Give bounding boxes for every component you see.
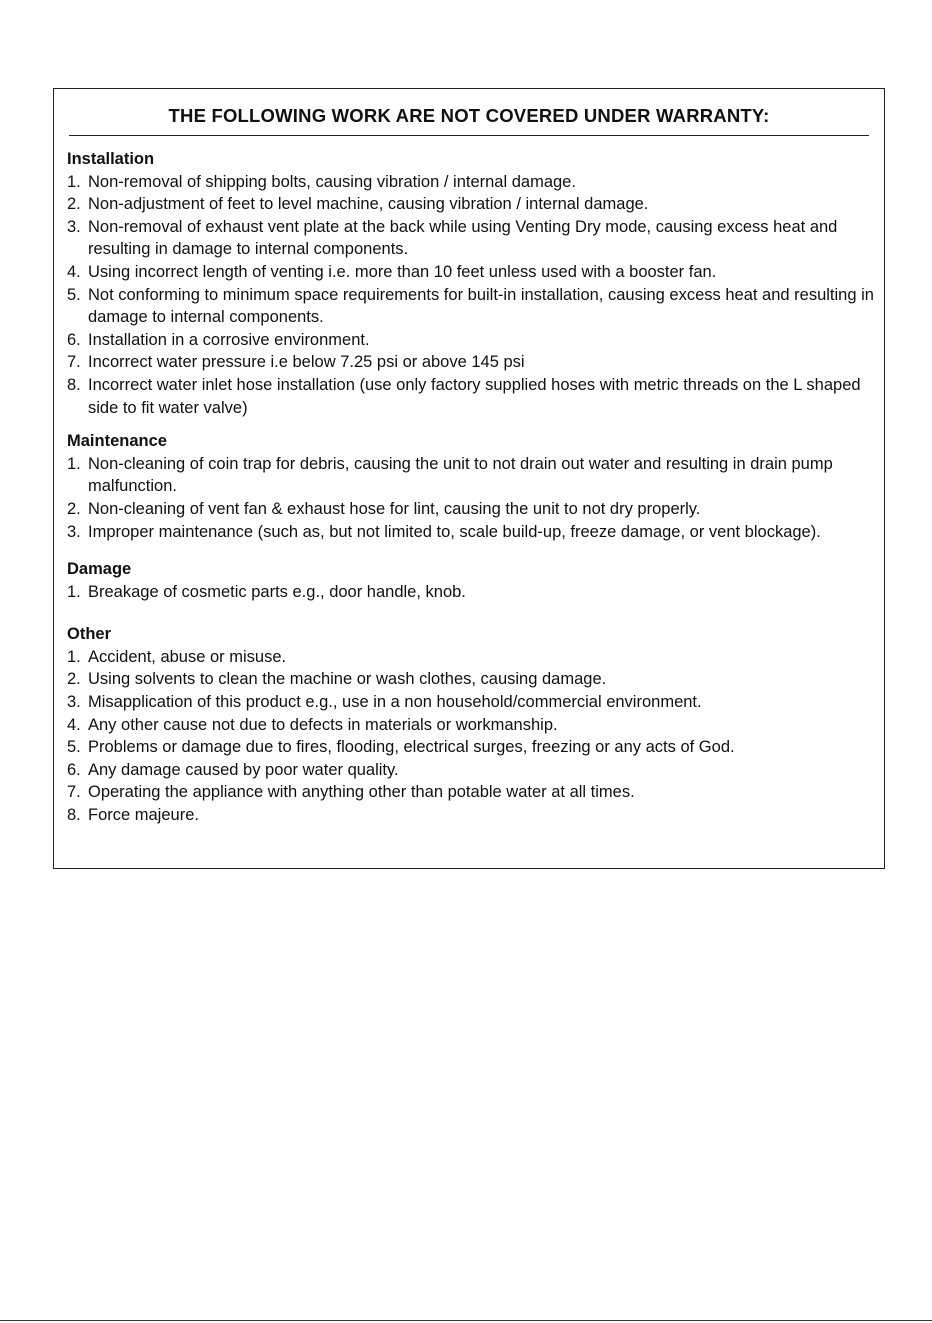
warranty-exclusions-box <box>53 88 885 869</box>
section-heading: Damage <box>67 560 132 579</box>
section-damage <box>67 558 874 603</box>
section-heading: Installation <box>67 150 155 168</box>
exclusions-content <box>67 148 874 827</box>
list-item <box>67 351 874 374</box>
list-item <box>67 736 874 759</box>
item-text: Accident, abuse or misuse. <box>88 647 287 666</box>
list-item <box>67 759 874 782</box>
item-number: 2. <box>67 499 81 518</box>
item-text: Not conforming to minimum space requirements for built-in installation, causing excess heat and resulting in damage to internal components. <box>88 285 874 327</box>
item-number: 1. <box>67 582 81 601</box>
item-text: Force majeure. <box>88 806 199 825</box>
item-number: 6. <box>67 760 81 779</box>
list-item <box>67 521 874 544</box>
list-item <box>67 284 874 329</box>
section-heading: Other <box>67 625 112 644</box>
item-number: 3. <box>67 693 81 712</box>
list-item <box>67 781 874 804</box>
item-number: 6. <box>67 330 81 349</box>
item-number: 1. <box>67 172 81 191</box>
item-text: Using solvents to clean the machine or wash clothes, causing damage. <box>88 670 607 689</box>
item-number: 8. <box>67 375 81 394</box>
list-item <box>67 691 874 714</box>
item-number: 4. <box>67 715 81 734</box>
item-number: 1. <box>67 454 81 473</box>
item-text: Non-removal of exhaust vent plate at the back while using Venting Dry mode, causing excess heat and resulting in damage to internal components. <box>88 217 838 259</box>
list-item <box>67 646 874 669</box>
item-number: 8. <box>67 806 81 825</box>
section-heading: Maintenance <box>67 432 167 451</box>
item-number: 3. <box>67 522 81 541</box>
section-maintenance <box>67 430 874 543</box>
item-text: Operating the appliance with anything other than potable water at all times. <box>88 783 635 802</box>
list-item <box>67 261 874 284</box>
list-item <box>67 498 874 521</box>
list-item <box>67 453 874 498</box>
list-item <box>67 668 874 691</box>
item-number: 7. <box>67 353 81 372</box>
page-bottom-rule <box>0 1320 932 1321</box>
item-text: Problems or damage due to fires, flooding, electrical surges, freezing or any acts of God. <box>88 738 735 757</box>
item-text: Non-cleaning of vent fan & exhaust hose for lint, causing the unit to not dry properly. <box>88 499 701 518</box>
item-number: 3. <box>67 217 81 236</box>
list-item <box>67 216 874 261</box>
page-title: THE FOLLOWING WORK ARE NOT COVERED UNDER WARRANTY: <box>168 105 770 126</box>
item-text: Improper maintenance (such as, but not limited to, scale build-up, freeze damage, or vent blockage). <box>88 522 821 541</box>
list-item <box>67 581 874 604</box>
item-text: Breakage of cosmetic parts e.g., door handle, knob. <box>88 582 466 601</box>
section-other <box>67 623 874 826</box>
item-text: Non-adjustment of feet to level machine, causing vibration / internal damage. <box>88 195 649 214</box>
item-number: 2. <box>67 670 81 689</box>
list-item <box>67 329 874 352</box>
item-text: Installation in a corrosive environment. <box>88 330 370 349</box>
item-number: 7. <box>67 783 81 802</box>
item-number: 1. <box>67 647 81 666</box>
list-item <box>67 714 874 737</box>
item-number: 5. <box>67 738 81 757</box>
item-text: Incorrect water pressure i.e below 7.25 psi or above 145 psi <box>88 353 525 372</box>
list-item <box>67 193 874 216</box>
list-item <box>67 804 874 827</box>
list-item <box>67 374 874 419</box>
item-text: Incorrect water inlet hose installation (use only factory supplied hoses with metric threads on the L shaped side to fit water valve) <box>88 375 861 417</box>
item-number: 2. <box>67 195 81 214</box>
item-number: 4. <box>67 262 81 281</box>
list-item <box>67 171 874 194</box>
section-installation <box>67 148 874 419</box>
item-text: Non-cleaning of coin trap for debris, causing the unit to not drain out water and resulting in drain pump malfunction. <box>88 454 833 496</box>
item-text: Using incorrect length of venting i.e. more than 10 feet unless used with a booster fan. <box>88 262 717 281</box>
item-text: Non-removal of shipping bolts, causing vibration / internal damage. <box>88 172 576 191</box>
item-text: Misapplication of this product e.g., use in a non household/commercial environment. <box>88 693 702 712</box>
item-text: Any other cause not due to defects in materials or workmanship. <box>88 715 558 734</box>
title-divider <box>69 135 869 136</box>
item-number: 5. <box>67 285 81 304</box>
item-text: Any damage caused by poor water quality. <box>88 760 399 779</box>
